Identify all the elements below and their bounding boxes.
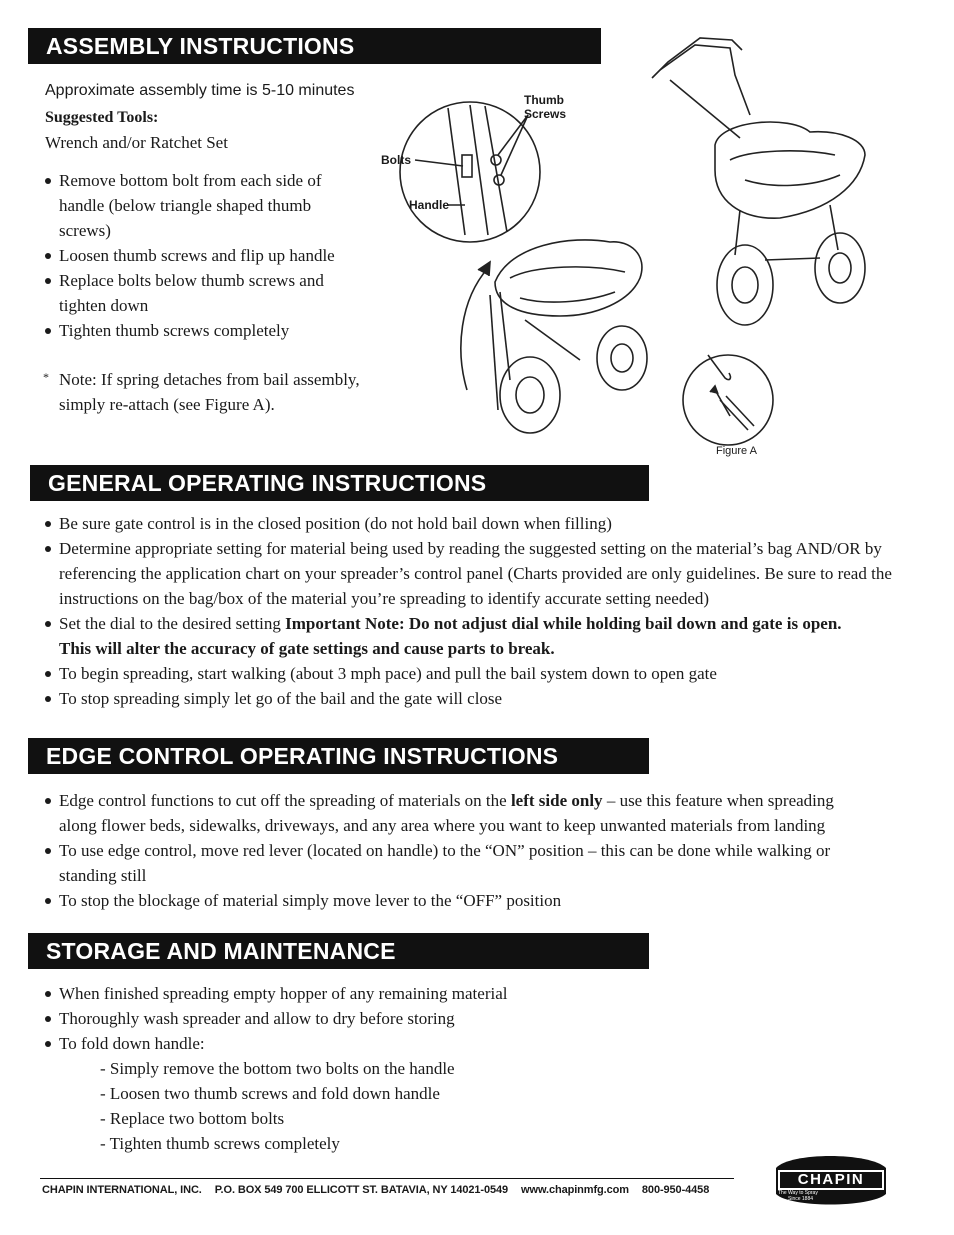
footer-rule [40, 1178, 734, 1179]
list-item: To stop spreading simply let go of the bail and the gate will close [45, 686, 895, 711]
logo-since: Since 1884 [788, 1196, 814, 1202]
label-figure-a: Figure A [716, 445, 757, 457]
edge-header: EDGE CONTROL OPERATING INSTRUCTIONS [28, 738, 649, 774]
general-header: GENERAL OPERATING INSTRUCTIONS [30, 465, 649, 501]
assembly-steps [45, 168, 367, 343]
list-item [45, 788, 865, 838]
fold-steps [45, 1056, 745, 1156]
label-handle: Handle [409, 198, 450, 212]
edge-list [45, 788, 865, 913]
label-bolts: Bolts [381, 153, 411, 167]
edge-item1-prefix: Edge control functions to cut off the spreading of materials on the [59, 791, 511, 810]
left-side-only: left side only [510, 791, 603, 810]
list-item: To stop the blockage of material simply move lever to the “OFF” position [45, 888, 865, 913]
figure-a-circle [683, 355, 773, 445]
list-item: - Loosen two thumb screws and fold down handle [100, 1084, 440, 1103]
storage-list [45, 981, 745, 1056]
list-item: Loosen thumb screws and flip up handle [45, 243, 367, 268]
label-thumb-screws: Thumb Screws [524, 93, 567, 121]
list-item: Tighten thumb screws completely [45, 318, 367, 343]
handle-detail-circle [400, 102, 540, 242]
list-item: Determine appropriate setting for material being used by reading the suggested setting on the material’s bag AND/OR by referencing the application chart on your spreader’s control panel (Charts provided are only guidelines. Be sure to read the instructions on the bag/box of the material you’re spreading to identify accurate setting needed) [45, 536, 895, 611]
edge-item1-suffix: – use this feature when spreading along flower beds, sidewalks, driveways, and any area where you want to keep unwanted materials from landing [59, 791, 834, 835]
list-item: Thoroughly wash spreader and allow to dry before storing [45, 1006, 745, 1031]
footer [42, 1184, 719, 1196]
logo-tagline: The Way to Spray [778, 1190, 818, 1196]
list-item: - Simply remove the bottom two bolts on the handle [100, 1059, 455, 1078]
important-note: Important Note: Do not adjust dial while holding bail down and gate is open. This will alter the accuracy of gate settings and cause parts to break. [59, 614, 842, 658]
list-item: To use edge control, move red lever (located on handle) to the “ON” position – this can be done while walking or standing still [45, 838, 865, 888]
list-item: Be sure gate control is in the closed position (do not hold bail down when filling) [45, 511, 895, 536]
footer-company: CHAPIN INTERNATIONAL, INC. [42, 1184, 202, 1196]
tools-label: Suggested Tools: [45, 109, 159, 126]
assembly-time: Approximate assembly time is 5-10 minutes [45, 82, 355, 99]
general-item3-text: Set the dial to the desired setting [59, 614, 286, 633]
note-text: Note: If spring detaches from bail assembly, simply re-attach (see Figure A). [59, 370, 360, 414]
spreader-illustration [370, 20, 890, 450]
general-list [45, 511, 895, 711]
footer-phone: 800-950-4458 [641, 1184, 710, 1196]
list-item: - Tighten thumb screws completely [100, 1134, 340, 1153]
list-item: To begin spreading, start walking (about 3 mph pace) and pull the bail system down to open gate [45, 661, 895, 686]
footer-web: www.chapinmfg.com [521, 1184, 629, 1196]
suggested-tools [45, 105, 345, 155]
chapin-logo [770, 1150, 892, 1212]
list-item: When finished spreading empty hopper of any remaining material [45, 981, 745, 1006]
note-asterisk: * [43, 370, 49, 384]
logo-wordmark: CHAPIN [797, 1171, 865, 1188]
list-item [45, 611, 895, 661]
assembly-note [45, 367, 370, 417]
storage-header: STORAGE AND MAINTENANCE [28, 933, 649, 969]
footer-address: P.O. BOX 549 700 ELLICOTT ST. BATAVIA, NY 14021-0549 [214, 1184, 509, 1196]
list-item: Remove bottom bolt from each side of handle (below triangle shaped thumb screws) [45, 168, 367, 243]
tools-value: Wrench and/or Ratchet Set [45, 133, 228, 152]
assembly-header: ASSEMBLY INSTRUCTIONS [28, 28, 601, 64]
list-item: - Replace two bottom bolts [100, 1109, 285, 1128]
list-item: To fold down handle: [45, 1031, 745, 1056]
list-item: Replace bolts below thumb screws and tighten down [45, 268, 367, 318]
